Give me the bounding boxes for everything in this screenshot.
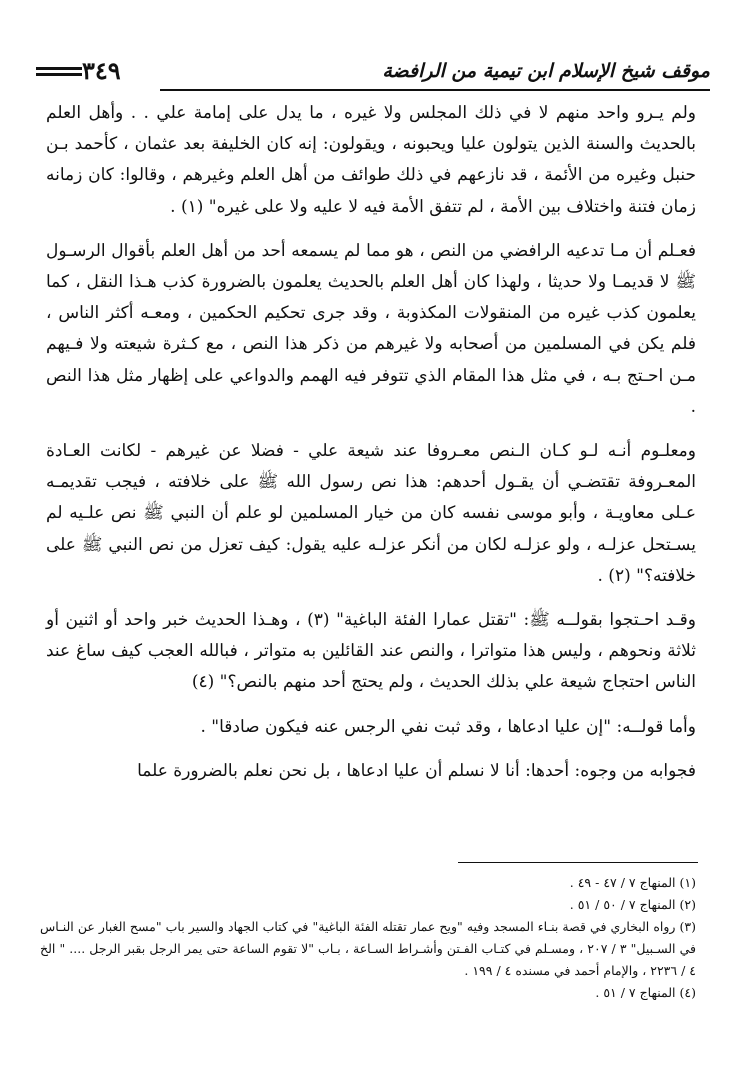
page-number	[36, 56, 129, 86]
paragraph: وأما قولــه: "إن عليا ادعاها ، وقد ثبت نفي الرجس عنه فيكون صادقا" .	[200, 716, 696, 737]
footnote-separator	[458, 862, 698, 863]
paragraph: ومعلـوم أنـه لـو كـان الـنص معـروفا عند شيعة علي - فضلا عن غيرهم - لكانت العـادة المعـروفة تقتضـي أن يقـول أحدهم: هذا نص رسول الله ﷺ على خلافته ، فيجب تقديمـه عـلى معاويـة ، وأبو موسى نفسه كان من خيار المسلمين لو علم أن النبي ﷺ نص علـيه لم يسـتحل عزلـه ، ولو عزلـه لكان من أنكر عزلـه عليه يقول: كيف تعزل من نص النبي ﷺ على خلافته؟" (٢) .	[46, 441, 696, 586]
footnotes	[40, 872, 696, 1004]
bar-bottom	[36, 73, 82, 76]
bar-top	[36, 67, 82, 70]
page-number-bars	[36, 67, 82, 76]
footnote: (١) المنهاج ٧ / ٤٧ - ٤٩ .	[569, 875, 696, 890]
paragraph: فجوابه من وجوه: أحدها: أنا لا نسلم أن عليا ادعاها ، بل نحن نعلم بالضرورة علما	[137, 760, 696, 781]
footnote: (٣) رواه البخاري في قصة بنـاء المسجد وفيه "ويح عمار تقتله الفئة الباغية" في كتاب الجهاد والسير باب "مسح الغبار عن النـاس في السـبيل" ٣ / ٢٠٧ ، ومسـلم في كتـاب الفـتن وأشـراط السـاعة ، بـاب "لا تقوم الساعة حتى يمر الرجل بقبر الرجل .... " الخ ٤ / ٢٢٣٦ ، والإمام أحمد في مسنده ٤ / ١٩٩ .	[40, 919, 696, 978]
footnote: (٤) المنهاج ٧ / ٥١ .	[595, 985, 696, 1000]
page-number-value: ٣٤٩	[82, 56, 121, 85]
page-header	[36, 56, 710, 92]
paragraph: ولم يـرو واحد منهم لا في ذلك المجلس ولا غيره ، ما يدل على إمامة علي . . وأهل العلم بالحديث والسنة الذين يتولون عليا ويحبونه ، ويقولون: إنه كان الخليفة بعد عثمان ، كأحمد بـن حنبل وغيره من الأئمة ، قد نازعهم في ذلك طوائف من أهل العلم وغيرهم ، وقالوا: كان زمانه زمان فتنة واختلاف بين الأمة ، لم تتفق الأمة فيه لا عليه ولا على غيره" (١) .	[46, 103, 696, 217]
main-text	[46, 98, 696, 800]
paragraph: فعـلم أن مـا تدعيه الرافضي من النص ، هو مما لم يسمعه أحد من أهل العلم بأقوال الرسـول ﷺ لا قديمـا ولا حديثا ، ولهذا كان أهل العلم بالحديث يعلمون بالضرورة كذب هـذا النقل ، كما يعلمون كذب غيره من المنقولات المكذوبة ، وقد جرى تحكيم الحكمين ، ومعـه أكثر الناس ، فلم يكن في المسلمين من أصحابه ولا غيرهم من ذكر هذا النص ، مع كـثرة شيعته ولا فـيهم مـن احـتج بـه ، في مثل هذا المقام الذي تتوفر فيه الهمم والدواعي على إظهار مثل هذا النص .	[46, 240, 696, 417]
running-title: موقف شيخ الإسلام ابن تيمية من الرافضة	[382, 60, 710, 82]
paragraph: وقـد احـتجوا بقولــه ﷺ: "تقتل عمارا الفئة الباغية" (٣) ، وهـذا الحديث خبر واحد أو اثنين أو ثلاثة ونحوهم ، وليس هذا متواترا ، والنص عند القائلين به متواتر ، فبالله العجب كيف ساغ عند الناس احتجاج شيعة علي بذلك الحديث ، ولم يحتج أحد منهم بالنص؟" (٤)	[46, 610, 696, 693]
footnote: (٢) المنهاج ٧ / ٥٠ / ٥١ .	[569, 897, 696, 912]
header-rule	[160, 89, 710, 91]
